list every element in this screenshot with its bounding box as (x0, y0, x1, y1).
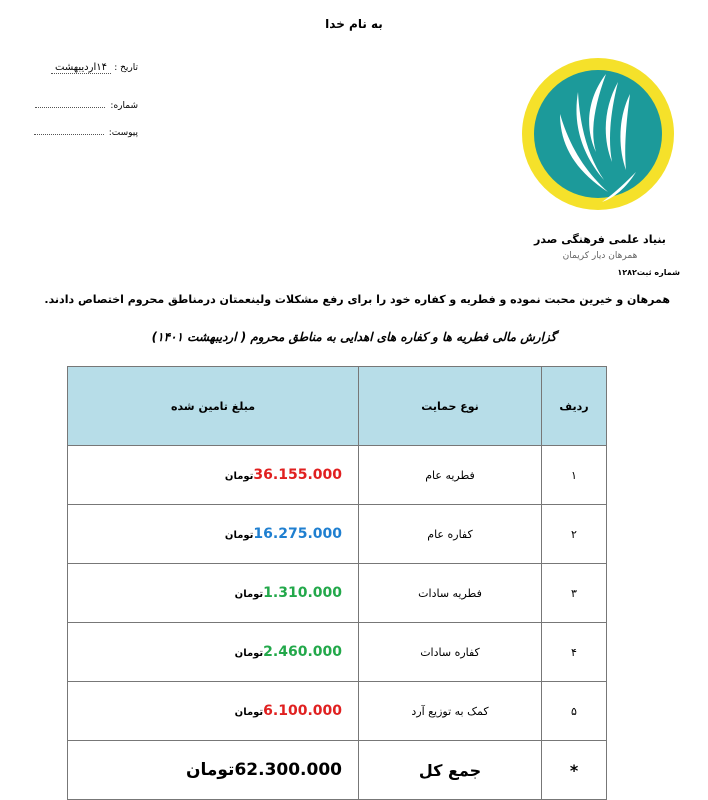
org-name: بنیاد علمی فرهنگی صدر (534, 233, 666, 246)
org-registration: شماره ثبت۱۲۸۲ (617, 268, 680, 277)
number-label: شماره: (110, 101, 138, 111)
attachment-label: پیوست: (108, 128, 138, 138)
report-table (67, 366, 607, 800)
table-row (68, 682, 607, 741)
table-row (68, 505, 607, 564)
number-row (28, 97, 138, 111)
amount-unit: تومان (224, 471, 254, 482)
header-support-type: نوع حمایت (359, 367, 542, 446)
table-header-row (68, 367, 607, 446)
table-row (68, 564, 607, 623)
support-type: فطریه عام (359, 446, 542, 505)
amount-value: 6.100.000 (263, 703, 342, 719)
row-number: ۳ (542, 564, 607, 623)
total-row (68, 741, 607, 800)
total-unit: تومان (185, 760, 235, 780)
amount-unit: تومان (234, 589, 264, 600)
attachment-row (28, 124, 138, 138)
amount-cell (68, 623, 359, 682)
report-title: گزارش مالی فطریه ها و کفاره های اهدایی به مناطق محروم ( اردیبهشت ۱۴۰۱) (151, 330, 557, 344)
amount-cell (68, 446, 359, 505)
date-row (28, 62, 138, 74)
amount-cell (68, 505, 359, 564)
amount-unit: تومان (224, 530, 254, 541)
header-amount: مبلغ تامین شده (68, 367, 359, 446)
total-marker: * (542, 741, 607, 800)
intro-text: همرهان و خیرین محبت نموده و فطریه و کفاره خود را برای رفع مشکلات ولینعمتان درمناطق محروم اختصاص دادند. (44, 293, 670, 306)
amount-cell (68, 564, 359, 623)
total-amount-cell (68, 741, 359, 800)
support-type: کفاره سادات (359, 623, 542, 682)
table-row (68, 623, 607, 682)
date-value: ۱۴اردیبهشت (51, 62, 111, 74)
attachment-blank (34, 124, 104, 135)
table-body (68, 446, 607, 800)
support-type: کفاره عام (359, 505, 542, 564)
amount-unit: تومان (234, 648, 264, 659)
table-row (68, 446, 607, 505)
header-row-number: ردیف (542, 367, 607, 446)
amount-value: 1.310.000 (263, 585, 342, 601)
row-number: ۲ (542, 505, 607, 564)
number-blank (35, 97, 105, 108)
row-number: ۱ (542, 446, 607, 505)
org-tagline: همرهان دیار کریمان (562, 251, 638, 261)
amount-unit: تومان (234, 707, 264, 718)
row-number: ۵ (542, 682, 607, 741)
amount-value: 16.275.000 (253, 526, 342, 542)
total-label: جمع کل (359, 741, 542, 800)
date-label: تاریخ : (114, 63, 138, 73)
amount-cell (68, 682, 359, 741)
row-number: ۴ (542, 623, 607, 682)
support-type: فطریه سادات (359, 564, 542, 623)
bismillah-heading: به نام خدا (325, 17, 383, 31)
total-amount: 62.300.000 (234, 760, 342, 780)
foundation-logo (518, 52, 678, 217)
amount-value: 36.155.000 (253, 467, 342, 483)
amount-value: 2.460.000 (263, 644, 342, 660)
support-type: کمک به توزیع آرد (359, 682, 542, 741)
